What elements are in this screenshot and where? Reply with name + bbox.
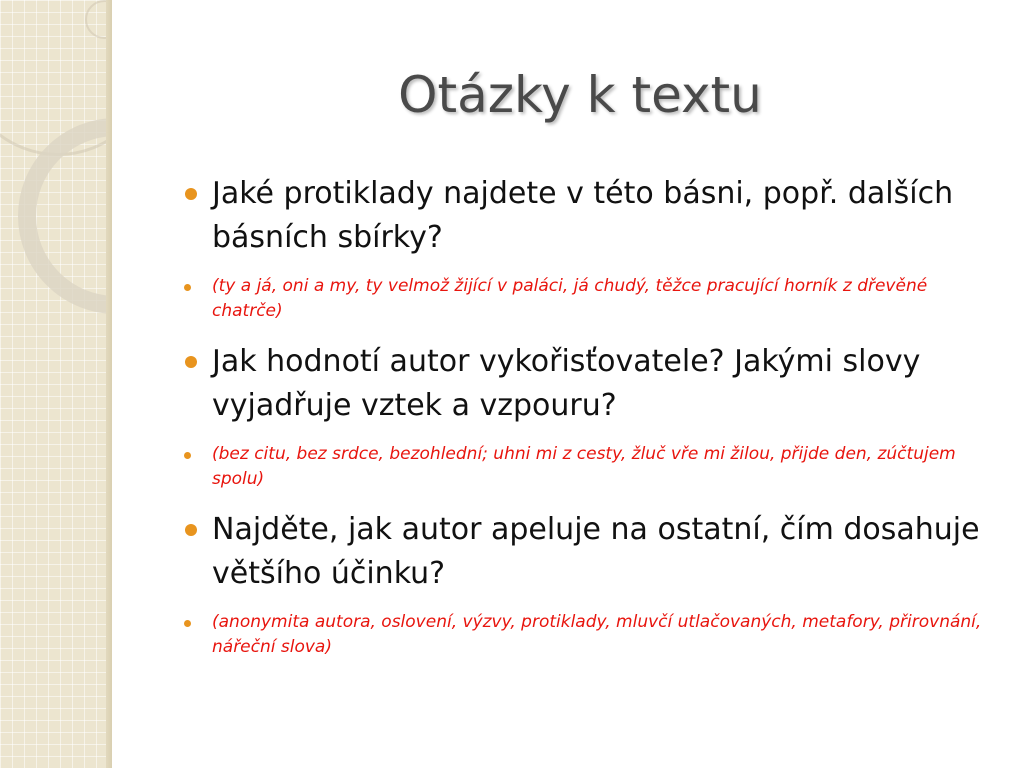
question-text: Najděte, jak autor apeluje na ostatní, čím dosahuje většího účinku? bbox=[212, 512, 980, 591]
answer-text: (anonymita autora, oslovení, výzvy, protiklady, mluvčí utlačovaných, metafory, přirovnání, nářeční slova) bbox=[212, 612, 982, 657]
bullet-dot-icon bbox=[184, 452, 191, 459]
slide-title: Otázky k textu bbox=[398, 66, 762, 124]
question-item bbox=[182, 508, 992, 596]
answer-item bbox=[182, 610, 992, 660]
bullet-dot-icon bbox=[185, 356, 197, 368]
bullet-dot-icon bbox=[185, 524, 197, 536]
bullet-dot-icon bbox=[185, 188, 197, 200]
panel-edge bbox=[106, 0, 112, 768]
answer-text: (ty a já, oni a my, ty velmož žijící v paláci, já chudý, těžce pracující horník z dřevěné chatrče) bbox=[212, 276, 928, 321]
bullet-dot-icon bbox=[184, 620, 191, 627]
question-item bbox=[182, 340, 992, 428]
answer-text: (bez citu, bez srdce, bezohlední; uhni mi z cesty, žluč vře mi žilou, přijde den, zúčtujem spolu) bbox=[212, 444, 956, 489]
answer-item bbox=[182, 442, 992, 492]
answer-item bbox=[182, 274, 992, 324]
question-item bbox=[182, 172, 992, 260]
question-text: Jak hodnotí autor vykořisťovatele? Jakými slovy vyjadřuje vztek a vzpouru? bbox=[212, 344, 921, 423]
decorative-side-panel bbox=[0, 0, 112, 768]
bullet-dot-icon bbox=[184, 284, 191, 291]
bullet-list bbox=[182, 172, 992, 676]
question-text: Jaké protiklady najdete v této básni, popř. dalších básních sbírky? bbox=[212, 176, 954, 255]
